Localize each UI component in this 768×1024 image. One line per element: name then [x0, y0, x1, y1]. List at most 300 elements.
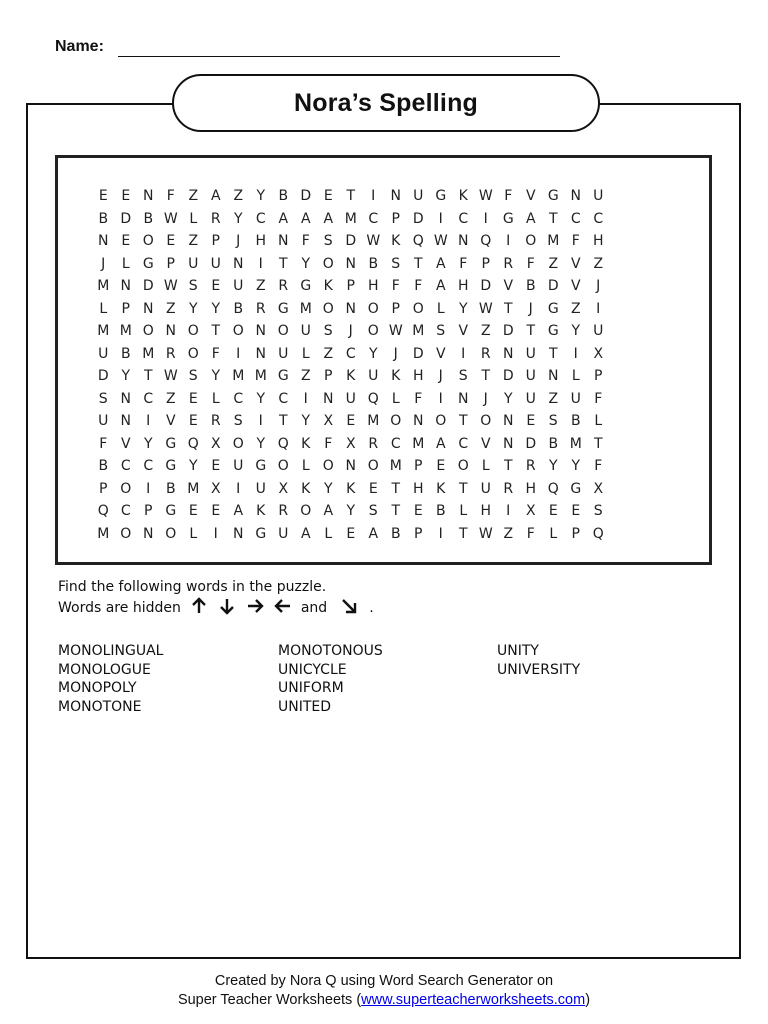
name-field-line[interactable]	[118, 56, 560, 57]
grid-cell: O	[277, 323, 289, 339]
grid-cell: V	[570, 278, 581, 294]
grid-cell: F	[414, 278, 423, 294]
grid-cell: Y	[301, 255, 311, 272]
grid-cell: L	[571, 368, 580, 384]
grid-cell: C	[143, 390, 154, 407]
grid-cell: W	[366, 233, 381, 249]
grid-cell: O	[165, 525, 177, 542]
word-list-column-3	[497, 642, 580, 679]
grid-row	[92, 185, 610, 208]
grid-cell: N	[255, 345, 266, 362]
grid-cell: U	[413, 188, 424, 204]
grid-cell: Q	[187, 435, 199, 452]
title-banner	[172, 74, 600, 132]
grid-cell: M	[119, 323, 132, 339]
grid-cell: U	[233, 458, 244, 474]
grid-cell: B	[570, 413, 581, 429]
grid-cell: P	[594, 368, 603, 384]
grid-cell: K	[301, 435, 311, 452]
grid-cell: X	[210, 435, 221, 452]
grid-cell: K	[301, 480, 311, 497]
grid-cell: T	[481, 368, 491, 384]
grid-cell: F	[211, 345, 220, 362]
grid-cell: O	[390, 413, 402, 429]
grid-cell: O	[367, 458, 379, 474]
grid-cell: X	[593, 480, 604, 497]
grid-cell: V	[458, 323, 469, 339]
grid-cell: Y	[571, 458, 581, 474]
grid-cell: T	[503, 300, 513, 317]
footer-suffix: )	[585, 992, 591, 1008]
word-list-column-2	[278, 642, 383, 716]
grid-cell: O	[525, 233, 537, 249]
grid-cell: B	[368, 255, 379, 272]
grid-cell: N	[548, 368, 559, 384]
grid-cell: U	[98, 345, 109, 362]
grid-cell: M	[547, 233, 560, 249]
grid-cell: E	[346, 413, 356, 429]
grid-cell: T	[458, 525, 468, 542]
grid-cell: B	[390, 525, 401, 542]
grid-cell: Q	[97, 503, 109, 519]
grid-cell: T	[391, 503, 401, 519]
grid-cell: D	[300, 188, 312, 204]
grid-cell: F	[99, 435, 108, 452]
grid-cell: N	[120, 390, 131, 407]
grid-cell: S	[323, 323, 333, 339]
page-title: Nora’s Spelling	[293, 88, 479, 117]
grid-cell: H	[367, 278, 379, 294]
grid-cell: U	[233, 278, 244, 294]
grid-cell: T	[143, 368, 153, 384]
grid-cell: L	[301, 458, 310, 474]
grid-cell: A	[368, 525, 379, 542]
grid-cell: H	[255, 233, 267, 249]
grid-cell: F	[504, 188, 513, 204]
grid-row	[92, 275, 610, 298]
grid-cell: H	[412, 480, 424, 497]
grid-cell: J	[528, 300, 533, 317]
grid-cell: Z	[255, 278, 266, 294]
grid-cell: I	[438, 525, 443, 542]
grid-cell: M	[367, 413, 380, 429]
grid-cell: O	[412, 300, 424, 317]
grid-cell: C	[120, 503, 131, 519]
grid-cell: E	[188, 390, 198, 407]
grid-cell: D	[412, 345, 424, 362]
grid-cell: Q	[480, 233, 492, 249]
grid-cell: T	[503, 458, 513, 474]
grid-cell: S	[188, 368, 198, 384]
grid-cell: L	[324, 525, 333, 542]
grid-cell: S	[98, 390, 108, 407]
grid-cell: S	[233, 413, 243, 429]
grid-cell: N	[120, 278, 131, 294]
grid-cell: N	[458, 233, 469, 249]
grid-cell: B	[233, 300, 244, 317]
grid-cell: I	[573, 345, 578, 362]
grid-cell: R	[210, 210, 221, 227]
grid-cell: V	[435, 345, 446, 362]
grid-cell: O	[367, 300, 379, 317]
grid-cell: Z	[480, 323, 491, 339]
footer-link[interactable]: www.superteacherworksheets.com	[361, 992, 586, 1008]
grid-cell: O	[232, 323, 244, 339]
grid-cell: M	[389, 458, 402, 474]
grid-cell: B	[435, 503, 446, 519]
grid-cell: X	[593, 345, 604, 362]
grid-cell: M	[569, 435, 582, 452]
grid-cell: K	[391, 233, 401, 249]
grid-cell: D	[480, 278, 492, 294]
grid-cell: N	[120, 413, 131, 429]
grid-cell: J	[596, 278, 601, 294]
grid-cell: N	[390, 188, 401, 204]
grid-cell: V	[480, 435, 491, 452]
grid-cell: H	[525, 480, 537, 497]
grid-cell: L	[301, 345, 310, 362]
grid-cell: Y	[301, 413, 311, 429]
grid-cell: P	[391, 210, 400, 227]
grid-cell: D	[345, 233, 357, 249]
grid-cell: L	[189, 210, 198, 227]
word-item: MONOTONOUS	[278, 643, 383, 659]
grid-cell: D	[120, 210, 132, 227]
grid-cell: L	[99, 300, 108, 317]
grid-cell: B	[98, 458, 109, 474]
grid-cell: P	[481, 255, 490, 272]
grid-cell: I	[596, 300, 601, 317]
grid-cell: E	[571, 503, 581, 519]
grid-cell: Y	[256, 435, 266, 452]
grid-cell: F	[301, 233, 310, 249]
grid-cell: Z	[233, 188, 244, 204]
grid-cell: Z	[593, 255, 604, 272]
grid-cell: D	[142, 278, 154, 294]
grid-cell: P	[414, 525, 423, 542]
grid-cell: N	[233, 255, 244, 272]
grid-cell: J	[236, 233, 241, 249]
grid-cell: U	[525, 345, 536, 362]
grid-cell: N	[345, 255, 356, 272]
grid-cell: I	[506, 233, 511, 249]
grid-row	[92, 343, 610, 366]
grid-cell: T	[391, 480, 401, 497]
arrow-right-icon	[246, 597, 264, 618]
grid-cell: N	[345, 300, 356, 317]
grid-cell: Q	[412, 233, 424, 249]
grid-cell: W	[388, 323, 403, 339]
grid-cell: Z	[165, 300, 176, 317]
grid-cell: I	[146, 413, 151, 429]
word-item: UNIFORM	[278, 680, 344, 696]
grid-cell: L	[481, 458, 490, 474]
grid-cell: B	[525, 278, 536, 294]
grid-cell: Q	[277, 435, 289, 452]
grid-cell: A	[323, 503, 334, 519]
grid-cell: A	[278, 210, 289, 227]
grid-cell: J	[438, 368, 443, 384]
grid-cell: P	[99, 480, 108, 497]
grid-cell: M	[97, 323, 110, 339]
grid-cell: G	[547, 300, 559, 317]
grid-cell: Z	[570, 300, 581, 317]
grid-cell: S	[188, 278, 198, 294]
grid-cell: N	[413, 413, 424, 429]
grid-cell: T	[278, 413, 288, 429]
grid-cell: G	[277, 300, 289, 317]
arrow-diagonal-icon	[340, 597, 358, 618]
arrow-up-icon	[190, 597, 208, 618]
grid-cell: F	[571, 233, 580, 249]
grid-cell: E	[188, 413, 198, 429]
word-item: MONOLINGUAL	[58, 643, 164, 659]
grid-cell: A	[435, 278, 446, 294]
grid-cell: Z	[548, 255, 559, 272]
grid-cell: H	[412, 368, 424, 384]
grid-cell: Y	[346, 503, 356, 519]
grid-cell: A	[300, 210, 311, 227]
grid-cell: W	[163, 368, 178, 384]
grid-cell: G	[547, 188, 559, 204]
grid-cell: O	[187, 345, 199, 362]
grid-cell: R	[525, 458, 536, 474]
grid-cell: K	[256, 503, 266, 519]
grid-cell: B	[548, 435, 559, 452]
grid-cell: E	[211, 458, 221, 474]
grid-cell: L	[549, 525, 558, 542]
instructions-period: .	[369, 599, 374, 616]
grid-cell: E	[548, 503, 558, 519]
grid-cell: Y	[571, 323, 581, 339]
grid-row	[92, 320, 610, 343]
grid-cell: O	[187, 323, 199, 339]
grid-cell: M	[232, 368, 245, 384]
grid-row	[92, 410, 610, 433]
grid-cell: J	[483, 390, 488, 407]
grid-cell: P	[211, 233, 220, 249]
grid-cell: Y	[256, 188, 266, 204]
grid-cell: O	[457, 458, 469, 474]
grid-cell: Z	[323, 345, 334, 362]
grid-cell: U	[210, 255, 221, 272]
grid-cell: M	[412, 435, 425, 452]
grid-cell: T	[526, 323, 536, 339]
grid-cell: F	[594, 390, 603, 407]
grid-cell: C	[120, 458, 131, 474]
grid-cell: A	[435, 435, 446, 452]
grid-cell: Y	[143, 435, 153, 452]
grid-cell: N	[98, 233, 109, 249]
grid-cell: M	[412, 323, 425, 339]
grid-cell: Y	[121, 368, 131, 384]
grid-cell: P	[166, 255, 175, 272]
grid-cell: O	[120, 525, 132, 542]
grid-cell: S	[548, 413, 558, 429]
grid-cell: L	[121, 255, 130, 272]
grid-cell: R	[210, 413, 221, 429]
grid-cell: K	[346, 480, 356, 497]
grid-cell: U	[570, 390, 581, 407]
grid-cell: N	[278, 233, 289, 249]
grid-cell: F	[414, 390, 423, 407]
grid-cell: O	[435, 413, 447, 429]
grid-cell: A	[210, 188, 221, 204]
grid-cell: T	[346, 188, 356, 204]
grid-cell: C	[143, 458, 154, 474]
grid-cell: D	[502, 368, 514, 384]
grid-cell: B	[120, 345, 131, 362]
grid-cell: T	[211, 323, 221, 339]
instructions-line2	[58, 597, 374, 618]
grid-cell: I	[258, 255, 263, 272]
grid-cell: N	[503, 345, 514, 362]
grid-cell: G	[435, 188, 447, 204]
grid-cell: B	[165, 480, 176, 497]
grid-cell: Q	[367, 390, 379, 407]
grid-cell: P	[121, 300, 130, 317]
grid-cell: G	[502, 210, 514, 227]
grid-cell: N	[345, 458, 356, 474]
grid-cell: T	[548, 345, 558, 362]
grid-cell: K	[346, 368, 356, 384]
footer-line2	[0, 991, 768, 1010]
grid-cell: A	[525, 210, 536, 227]
instructions-line1: Find the following words in the puzzle.	[58, 579, 327, 595]
grid-cell: H	[480, 503, 492, 519]
grid-cell: G	[165, 503, 177, 519]
grid-cell: K	[391, 368, 401, 384]
grid-cell: T	[413, 255, 423, 272]
grid-cell: S	[436, 323, 446, 339]
arrow-left-icon	[274, 597, 292, 618]
grid-cell: O	[277, 458, 289, 474]
grid-cell: R	[503, 480, 514, 497]
grid-cell: C	[570, 210, 581, 227]
grid-cell: S	[391, 255, 401, 272]
grid-cell: Z	[300, 368, 311, 384]
grid-cell: X	[525, 503, 536, 519]
grid-cell: A	[435, 255, 446, 272]
grid-cell: O	[322, 300, 334, 317]
grid-cell: P	[324, 368, 333, 384]
grid-cell: Y	[458, 300, 468, 317]
grid-cell: F	[459, 255, 468, 272]
grid-cell: Q	[547, 480, 559, 497]
grid-cell: O	[300, 503, 312, 519]
grid-cell: P	[391, 300, 400, 317]
grid-cell: D	[502, 323, 514, 339]
grid-cell: E	[211, 503, 221, 519]
footer-line1: Created by Nora Q using Word Search Generator on	[214, 973, 554, 989]
grid-cell: G	[142, 255, 154, 272]
grid-cell: V	[570, 255, 581, 272]
grid-cell: M	[97, 278, 110, 294]
grid-cell: N	[255, 323, 266, 339]
grid-cell: U	[368, 368, 379, 384]
grid-cell: Y	[188, 458, 198, 474]
grid-row	[92, 365, 610, 388]
grid-cell: D	[412, 210, 424, 227]
word-list-column-1	[58, 642, 163, 716]
grid-cell: Y	[188, 300, 198, 317]
grid-row	[92, 298, 610, 321]
grid-cell: G	[165, 435, 177, 452]
grid-cell: J	[348, 323, 353, 339]
footer	[0, 972, 768, 1010]
grid-cell: E	[413, 503, 423, 519]
grid-cell: A	[323, 210, 334, 227]
arrow-down-icon	[218, 597, 236, 618]
grid-cell: Y	[323, 480, 333, 497]
grid-cell: Q	[592, 525, 604, 542]
grid-cell: T	[593, 435, 603, 452]
grid-cell: C	[458, 210, 469, 227]
grid-cell: S	[368, 503, 378, 519]
grid-cell: Z	[188, 233, 199, 249]
word-item: UNICYCLE	[278, 661, 347, 678]
grid-cell: B	[143, 210, 154, 227]
grid-cell: B	[98, 210, 109, 227]
grid-row	[92, 433, 610, 456]
grid-cell: N	[570, 188, 581, 204]
grid-cell: K	[323, 278, 333, 294]
grid-cell: Y	[233, 210, 243, 227]
grid-cell: V	[120, 435, 131, 452]
grid-cell: L	[391, 390, 400, 407]
grid-row	[92, 455, 610, 478]
grid-cell: J	[101, 255, 106, 272]
grid-cell: X	[278, 480, 289, 497]
grid-cell: J	[393, 345, 398, 362]
grid-cell: W	[478, 525, 493, 542]
grid-cell: C	[458, 435, 469, 452]
grid-cell: X	[345, 435, 356, 452]
grid-cell: V	[165, 413, 176, 429]
grid-cell: I	[438, 390, 443, 407]
grid-cell: Z	[503, 525, 514, 542]
grid-cell: F	[166, 188, 175, 204]
grid-cell: W	[163, 278, 178, 294]
grid-cell: I	[258, 413, 263, 429]
grid-cell: F	[594, 458, 603, 474]
word-item: UNITY	[497, 643, 539, 659]
grid-cell: G	[570, 480, 582, 497]
grid-cell: G	[255, 525, 267, 542]
grid-cell: G	[165, 458, 177, 474]
grid-cell: C	[255, 210, 266, 227]
grid-cell: G	[547, 323, 559, 339]
grid-cell: I	[236, 345, 241, 362]
grid-cell: W	[478, 188, 493, 204]
grid-cell: M	[299, 300, 312, 317]
grid-cell: E	[166, 233, 176, 249]
grid-cell: U	[593, 323, 604, 339]
grid-cell: I	[483, 210, 488, 227]
grid-cell: X	[210, 480, 221, 497]
grid-cell: E	[323, 188, 333, 204]
grid-row	[92, 253, 610, 276]
grid-cell: L	[211, 390, 220, 407]
grid-cell: E	[188, 503, 198, 519]
grid-cell: E	[346, 525, 356, 542]
grid-cell: E	[526, 413, 536, 429]
grid-cell: E	[436, 458, 446, 474]
grid-cell: T	[458, 480, 468, 497]
grid-cell: S	[323, 233, 333, 249]
grid-cell: O	[322, 458, 334, 474]
grid-cell: N	[165, 323, 176, 339]
